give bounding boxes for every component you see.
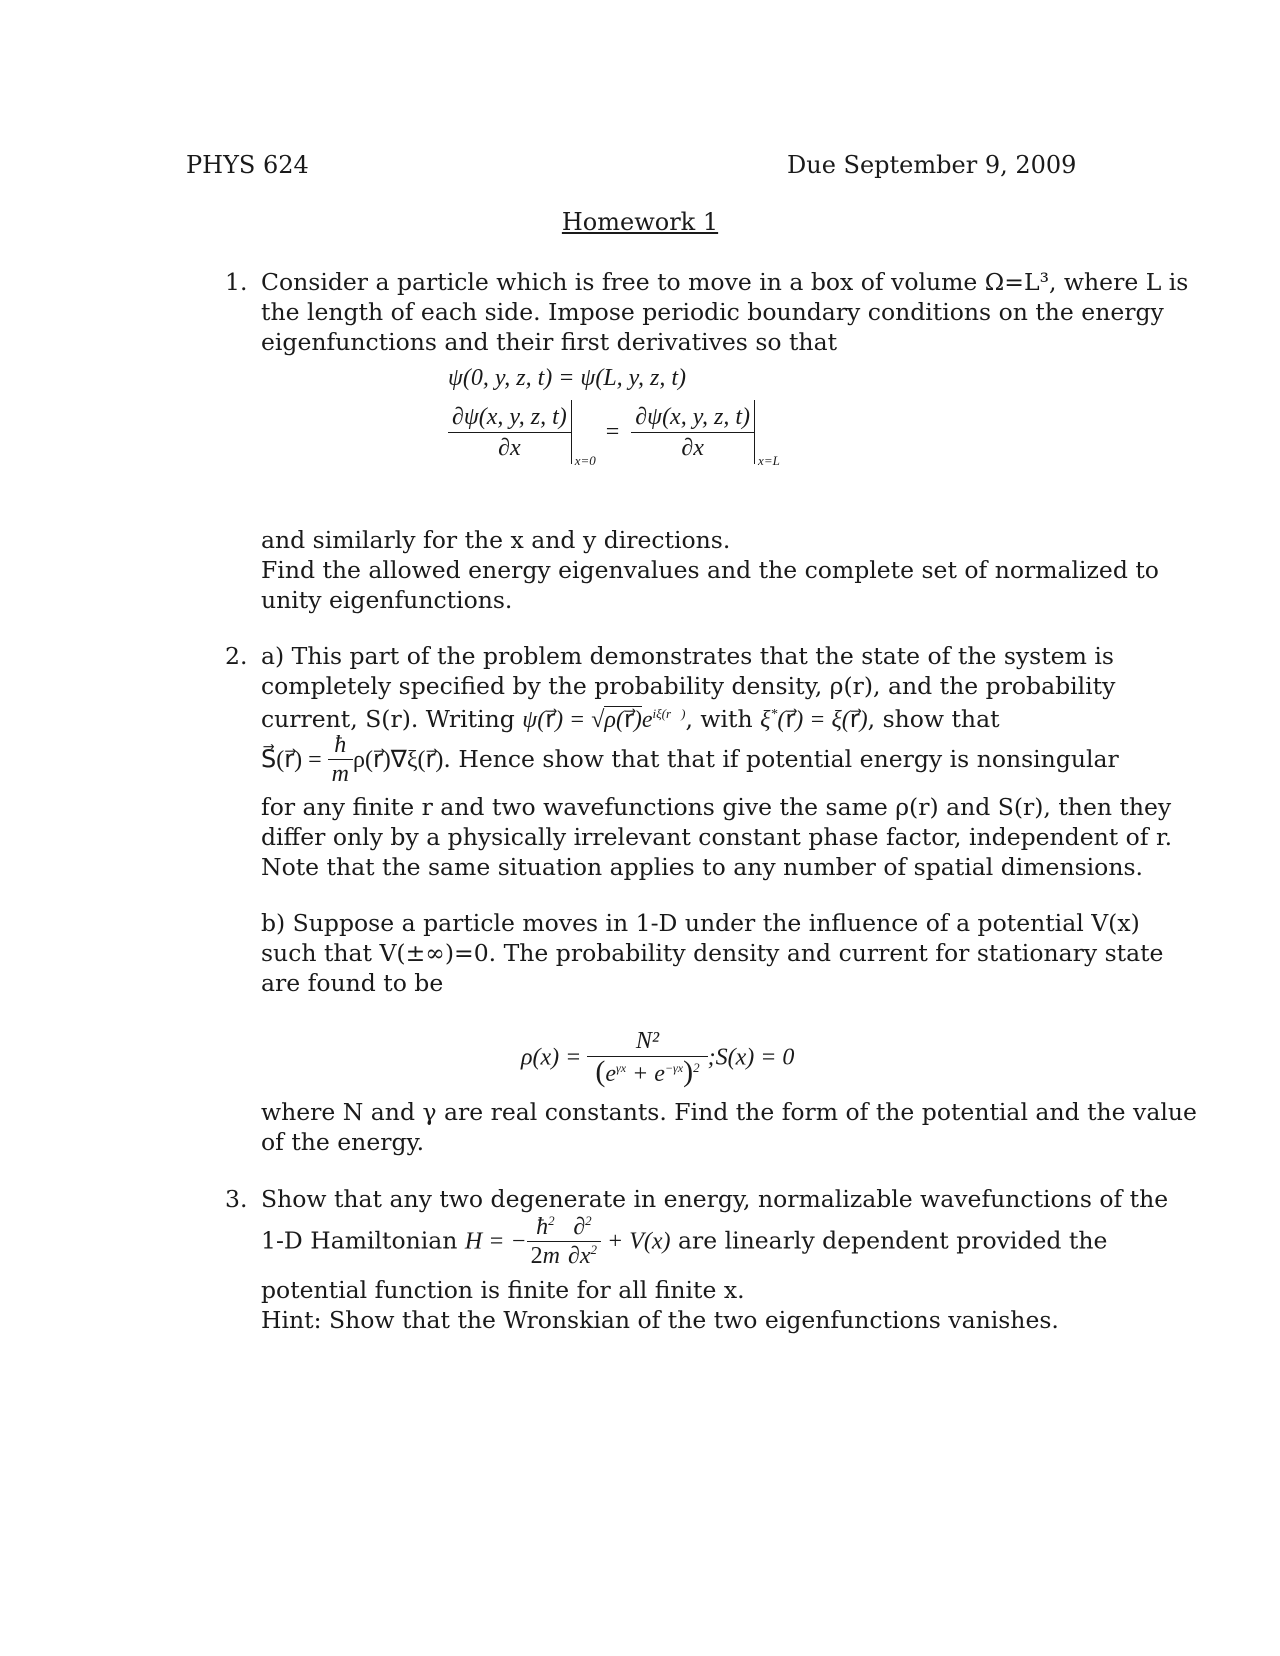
due-date: Due September 9, 2009 bbox=[787, 151, 1077, 179]
evaluation-bar-right bbox=[754, 400, 789, 468]
course-code: PHYS 624 bbox=[186, 151, 309, 179]
line-text: current, S(r). Writing bbox=[261, 705, 515, 733]
problem-2a bbox=[261, 641, 1116, 701]
equation-lhs: ρ(x) = bbox=[521, 1044, 582, 1071]
problem-2b-line: of the energy. bbox=[261, 1128, 425, 1156]
problem-2b-line: are found to be bbox=[261, 969, 444, 997]
problem-3-line-2 bbox=[261, 1213, 1108, 1270]
density-denominator: $(e^{\gamma x} + e^{-\gamma x})^2$ bbox=[595, 1055, 700, 1088]
derivative-condition-equation bbox=[448, 400, 789, 468]
line-text: . Hence show that that if potential energy is nonsingular bbox=[443, 745, 1119, 774]
problem-2b-line: such that V(±∞)=0. The probability density and current for stationary state bbox=[261, 939, 1164, 967]
current-value: ;S(x) = 0 bbox=[707, 1044, 795, 1071]
fraction-denominator: ∂x bbox=[681, 434, 704, 461]
problem-2a-line: differ only by a physically irrelevant constant phase factor, independent of r. bbox=[261, 823, 1173, 851]
derivative-fraction-right bbox=[631, 402, 754, 463]
problem-3-continued bbox=[261, 1275, 1091, 1335]
evaluation-point-left: x=0 bbox=[574, 453, 596, 468]
problem-2a-line: for any finite r and two wavefunctions give the same ρ(r) and S(r), then they bbox=[261, 793, 1172, 821]
problem-2-number: 2. bbox=[225, 642, 248, 670]
wavefunction-definition: ψ(r⃗) = $√\rho(r⃗)e^{i\xi(r⃗)}$ bbox=[522, 706, 686, 733]
problem-2b-continued bbox=[261, 1097, 1197, 1157]
problem-1-line: eigenfunctions and their first derivatives so that bbox=[261, 328, 838, 356]
problem-1-line: unity eigenfunctions. bbox=[261, 586, 513, 614]
problem-2a-line: a) This part of the problem demonstrates that the state of the system is bbox=[261, 642, 1114, 670]
fraction-numerator: ∂ψ(x, y, z, t) bbox=[631, 402, 754, 433]
boundary-condition-equation: ψ(0, y, z, t) = ψ(L, y, z, t) bbox=[448, 365, 686, 391]
fraction-numerator: ∂ψ(x, y, z, t) bbox=[448, 402, 571, 433]
problem-1-line: Find the allowed energy eigenvalues and the complete set of normalized to bbox=[261, 556, 1159, 584]
hamiltonian-formula: H = − $\frac{ħ^2}{2m}$ $\frac{\partial^2}{\partial x^2}$ + V(x) bbox=[464, 1213, 671, 1269]
problem-3-hint: Hint: Show that the Wronskian of the two eigenfunctions vanishes. bbox=[261, 1306, 1059, 1334]
line-text: 1-D Hamiltonian bbox=[261, 1226, 458, 1255]
problem-3-line: potential function is finite for all finite x. bbox=[261, 1276, 745, 1304]
problem-1-line: the length of each side. Impose periodic boundary conditions on the energy bbox=[261, 298, 1164, 326]
problem-2a-line: completely specified by the probability density, ρ(r), and the probability bbox=[261, 672, 1116, 700]
problem-2a-line-4 bbox=[261, 732, 1119, 788]
problem-3-number: 3. bbox=[225, 1185, 248, 1213]
problem-1-line: Consider a particle which is free to move in a box of volume Ω=L³, where L is bbox=[261, 268, 1189, 296]
problem-2a-line-3 bbox=[261, 704, 1091, 735]
line-text: , show that bbox=[867, 705, 1000, 733]
page-title-text: Homework 1 bbox=[561, 208, 719, 236]
problem-2a-line: Note that the same situation applies to any number of spatial dimensions. bbox=[261, 853, 1143, 881]
page-title bbox=[0, 207, 1280, 237]
phase-reality-condition: ξ*(r⃗) = ξ(r⃗) bbox=[760, 707, 868, 733]
problem-1-number: 1. bbox=[225, 268, 248, 296]
density-numerator: N² bbox=[587, 1026, 707, 1057]
problem-2b bbox=[261, 908, 1164, 998]
evaluation-point-right: x=L bbox=[758, 453, 780, 468]
current-density-formula: S⃗(r⃗) = $\frac{ħ}{m}$ ρ(r⃗)∇ξ(r⃗) bbox=[261, 732, 444, 787]
problem-2a-continued bbox=[261, 792, 1173, 882]
problem-1-line: and similarly for the x and y directions. bbox=[261, 526, 731, 554]
fraction-denominator: ∂x bbox=[498, 434, 521, 461]
derivative-fraction-left bbox=[448, 402, 571, 463]
problem-3-line: Show that any two degenerate in energy, normalizable wavefunctions of the bbox=[261, 1185, 1169, 1213]
density-fraction bbox=[587, 1026, 707, 1089]
problem-1 bbox=[261, 267, 1189, 357]
problem-1-continued bbox=[261, 525, 1159, 615]
problem-2b-line: where N and γ are real constants. Find the form of the potential and the value bbox=[261, 1098, 1197, 1126]
problem-2b-line: b) Suppose a particle moves in 1-D under the influence of a potential V(x) bbox=[261, 909, 1140, 937]
evaluation-bar-left bbox=[571, 400, 606, 468]
line-text: are linearly dependent provided the bbox=[677, 1226, 1108, 1255]
probability-density-equation bbox=[521, 1026, 794, 1089]
line-text: , with bbox=[685, 705, 753, 733]
equals-sign: = bbox=[605, 419, 620, 445]
